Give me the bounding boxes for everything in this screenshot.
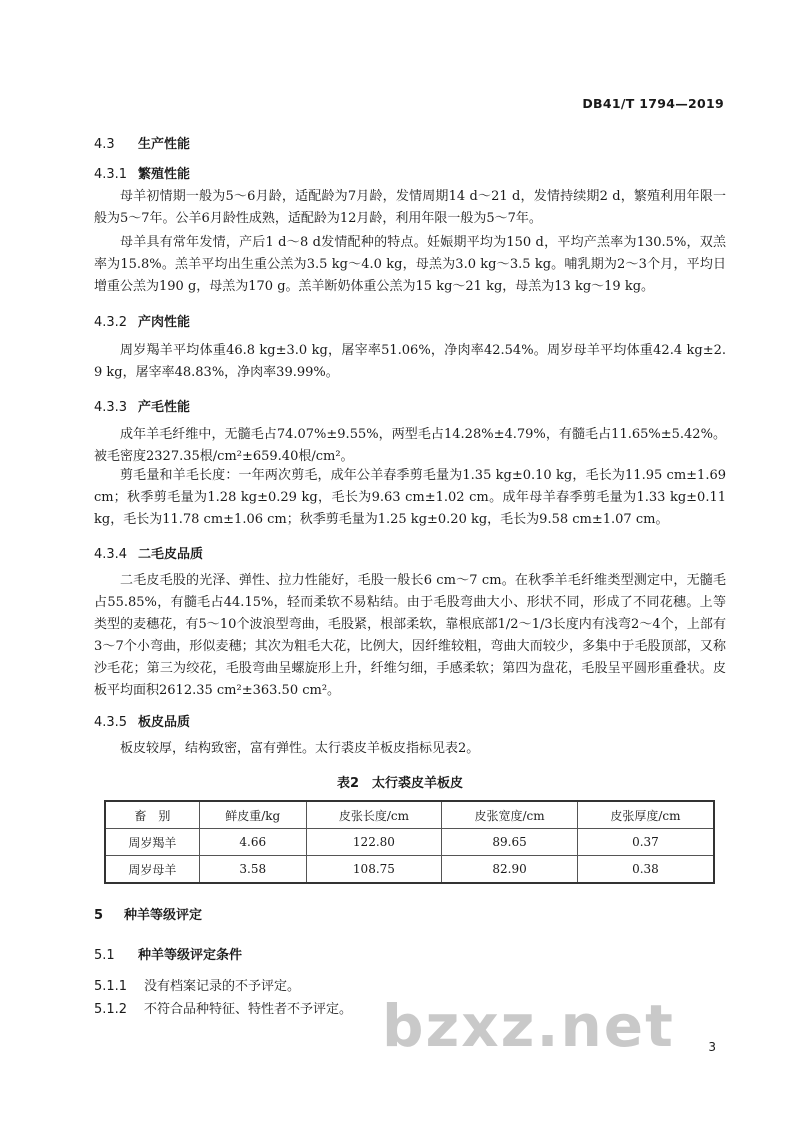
table-cell: 89.65 [442, 829, 578, 856]
paragraph-hide-quality: 板皮较厚，结构致密，富有弹性。太行裘皮羊板皮指标见表2。 [120, 741, 480, 756]
table-cell: 82.90 [442, 856, 578, 884]
table-cell: 周岁母羊 [105, 856, 199, 884]
clause-number: 5.1.2 [94, 1002, 128, 1017]
clause-text: 没有档案记录的不予评定。 [144, 979, 301, 994]
table-header-row [105, 801, 714, 829]
section-4-3-2-heading [94, 311, 190, 330]
clause-5-1-1 [94, 975, 300, 994]
clause-text: 不符合品种特征、特性者不予评定。 [144, 1002, 353, 1017]
paragraph-reproduction: 母羊具有常年发情，产后1 d～8 d发情配种的特点。妊娠期平均为150 d，平均产羔率为130.5%，双羔率为15.8%。羔羊平均出生重公羔为3.5 kg～4.0 kg，母羔为3.0 kg～3.5 kg。哺乳期为2～3个月，平均日增重公羔为190 g，母羔为170 g。羔羊断奶体重公羔为15 kg～21 kg，母羔为13 kg～19 kg。 [94, 235, 726, 294]
watermark: bzxz.net [382, 992, 675, 1060]
clause-5-1-2 [94, 998, 352, 1017]
section-number: 5.1 [94, 948, 115, 963]
table-cell: 周岁羯羊 [105, 829, 199, 856]
section-title: 产毛性能 [138, 400, 191, 415]
table-cell: 0.37 [577, 829, 714, 856]
table-row [105, 856, 714, 884]
table-row [105, 829, 714, 856]
section-4-3-1-heading [94, 163, 190, 182]
paragraph-lambskin-quality: 二毛皮毛股的光泽、弹性、拉力性能好，毛股一般长6 cm～7 cm。在秋季羊毛纤维类型测定中，无髓毛占55.85%，有髓毛占44.15%，轻而柔软不易粘结。由于毛股弯曲大小、形状不同，形成了不同花穗。上等类型的麦穗花，有5～10个波浪型弯曲，毛股紧，根部柔软，靠根底部1/2～1/3长度内有浅弯2～4个，上部有3～7个小弯曲，形似麦穗；其次为粗毛大花，比例大，因纤维较粗，弯曲大而较少，多集中于毛股顶部，又称沙毛花；第三为绞花，毛股弯曲呈螺旋形上升，纤维匀细，手感柔软；第四为盘花，毛股呈平圆形重叠状。皮板平均面积2612.35 cm²±363.50 cm²。 [94, 573, 726, 698]
table-header-cell: 皮张厚度/cm [577, 801, 714, 829]
section-number: 5 [94, 908, 104, 923]
clause-number: 5.1.1 [94, 979, 128, 994]
document-number: DB41/T 1794—2019 [582, 96, 724, 111]
table-header-cell: 鲜皮重/kg [199, 801, 306, 829]
table-header-cell: 畜 别 [105, 801, 199, 829]
section-title: 生产性能 [138, 137, 191, 152]
section-number: 4.3 [94, 137, 115, 152]
section-5-1-heading [94, 944, 242, 963]
section-title: 繁殖性能 [138, 167, 191, 182]
paragraph-estrus: 母羊初情期一般为5～6月龄，适配龄为7月龄，发情周期14 d～21 d，发情持续期2 d，繁殖利用年限一般为5～7年。公羊6月龄性成熟，适配龄为12月龄，利用年限一般为5～7年。 [94, 189, 726, 226]
section-number: 4.3.1 [94, 167, 128, 182]
section-title: 板皮品质 [138, 715, 191, 730]
table-header-cell: 皮张长度/cm [306, 801, 442, 829]
section-number: 4.3.3 [94, 400, 128, 415]
section-number: 4.3.2 [94, 315, 128, 330]
page-number: 3 [708, 1040, 716, 1054]
table-cell: 4.66 [199, 829, 306, 856]
section-title: 二毛皮品质 [138, 547, 204, 562]
table-2 [104, 800, 715, 884]
section-4-3-4-heading [94, 543, 203, 562]
table-cell: 0.38 [577, 856, 714, 884]
paragraph-meat-performance: 周岁羯羊平均体重46.8 kg±3.0 kg，屠宰率51.06%，净肉率42.54%。周岁母羊平均体重42.4 kg±2.9 kg，屠宰率48.83%，净肉率39.99%。 [94, 343, 726, 380]
section-4-3-5-heading [94, 711, 190, 730]
paragraph-shearing: 剪毛量和羊毛长度：一年两次剪毛，成年公羊春季剪毛量为1.35 kg±0.10 kg，毛长为11.95 cm±1.69 cm；秋季剪毛量为1.28 kg±0.29 kg，毛长为9.63 cm±1.02 cm。成年母羊春季剪毛量为1.33 kg±0.11 kg，毛长为11.78 cm±1.06 cm；秋季剪毛量为1.25 kg±0.20 kg，毛长为9.58 cm±1.07 cm。 [94, 468, 726, 527]
section-title: 种羊等级评定 [124, 908, 203, 923]
section-number: 4.3.4 [94, 547, 128, 562]
section-number: 4.3.5 [94, 715, 128, 730]
section-title: 种羊等级评定条件 [138, 948, 243, 963]
table-header-cell: 皮张宽度/cm [442, 801, 578, 829]
section-title: 产肉性能 [138, 315, 191, 330]
section-4-3-heading [94, 133, 190, 152]
section-5-heading [94, 904, 202, 923]
table-cell: 122.80 [306, 829, 442, 856]
table-cell: 3.58 [199, 856, 306, 884]
section-4-3-3-heading [94, 396, 190, 415]
table-2-title: 表2 太行裘皮羊板皮 [336, 776, 464, 791]
paragraph-wool-fiber: 成年羊毛纤维中，无髓毛占74.07%±9.55%，两型毛占14.28%±4.79%，有髓毛占11.65%±5.42%。被毛密度2327.35根/cm²±659.40根/cm²。 [94, 427, 726, 464]
table-cell: 108.75 [306, 856, 442, 884]
